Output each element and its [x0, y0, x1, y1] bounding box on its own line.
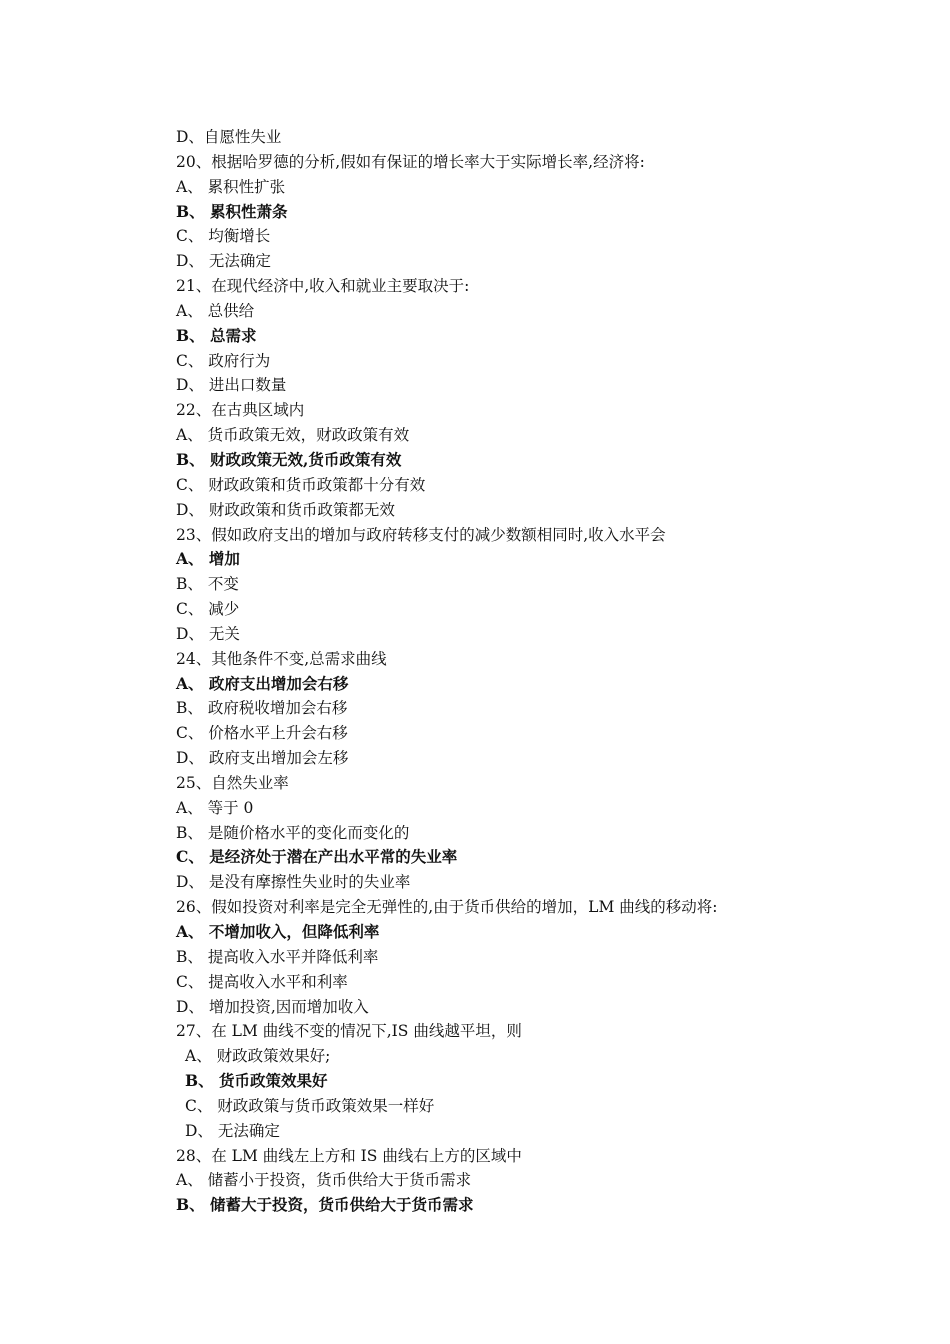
text-line: C、 价格水平上升会右移: [176, 724, 348, 743]
text-line: 25、自然失业率: [176, 773, 289, 792]
answer-line: B、 累积性萧条: [176, 201, 288, 221]
text-line: D、 增加投资,因而增加收入: [176, 997, 369, 1016]
text-line: 22、在古典区域内: [176, 401, 305, 420]
text-line: D、 无关: [176, 624, 240, 643]
text-line: A、 总供给: [176, 301, 255, 320]
answer-line: B、 财政政策无效,货币政策有效: [176, 449, 402, 469]
text-line: B、 不变: [176, 575, 239, 594]
answer-line: B、 储蓄大于投资，货币供给大于货币需求: [176, 1195, 474, 1215]
text-line: C、 财政政策和货币政策都十分有效: [176, 475, 426, 494]
answer-line: A、 增加: [176, 549, 240, 569]
answer-line: A、 不增加收入，但降低利率: [176, 922, 380, 941]
text-line: C、 均衡增长: [176, 227, 271, 246]
text-line: 20、根据哈罗德的分析,假如有保证的增长率大于实际增长率,经济将:: [176, 152, 645, 171]
text-line: A、 储蓄小于投资，货币供给大于货币需求: [176, 1171, 472, 1190]
text-line: 23、假如政府支出的增加与政府转移支付的减少数额相同时,收入水平会: [176, 525, 666, 544]
text-line: B、 政府税收增加会右移: [176, 699, 348, 718]
text-line: D、 政府支出增加会左移: [176, 749, 349, 768]
text-line: B、 是随价格水平的变化而变化的: [176, 823, 410, 842]
text-line: C、 提高收入水平和利率: [176, 972, 348, 991]
text-line: D、 财政政策和货币政策都无效: [176, 500, 395, 519]
text-line: B、 提高收入水平并降低利率: [176, 947, 379, 966]
text-line: A、 累积性扩张: [176, 177, 286, 196]
question-list: [176, 125, 876, 1218]
text-line: C、 减少: [176, 600, 240, 619]
text-line: A、 财政政策效果好;: [185, 1047, 331, 1066]
text-line: D、 无法确定: [185, 1121, 280, 1140]
answer-line: A、 政府支出增加会右移: [176, 673, 349, 693]
text-line: D、 进出口数量: [176, 376, 287, 395]
answer-line: B、 货币政策效果好: [185, 1071, 328, 1091]
text-line: C、 政府行为: [176, 351, 271, 370]
answer-line: B、 总需求: [176, 325, 257, 345]
text-line: A、 等于 0: [176, 798, 254, 817]
text-line: D、 是没有摩擦性失业时的失业率: [176, 873, 411, 892]
text-line: D、自愿性失业: [176, 128, 282, 146]
text-line: 24、其他条件不变,总需求曲线: [176, 649, 387, 668]
answer-line: C、 是经济处于潜在产出水平常的失业率: [176, 847, 458, 867]
text-line: A、 货币政策无效，财政政策有效: [176, 426, 410, 445]
text-line: D、 无法确定: [176, 252, 271, 271]
text-line: 26、假如投资对利率是完全无弹性的,由于货币供给的增加，LM 曲线的移动将:: [176, 898, 718, 917]
text-line: C、 财政政策与货币政策效果一样好: [185, 1096, 435, 1115]
text-line: 27、在 LM 曲线不变的情况下,IS 曲线越平坦，则: [176, 1022, 522, 1041]
text-line: 21、在现代经济中,收入和就业主要取决于:: [176, 277, 470, 296]
text-line: 28、在 LM 曲线左上方和 IS 曲线右上方的区域中: [176, 1146, 522, 1165]
